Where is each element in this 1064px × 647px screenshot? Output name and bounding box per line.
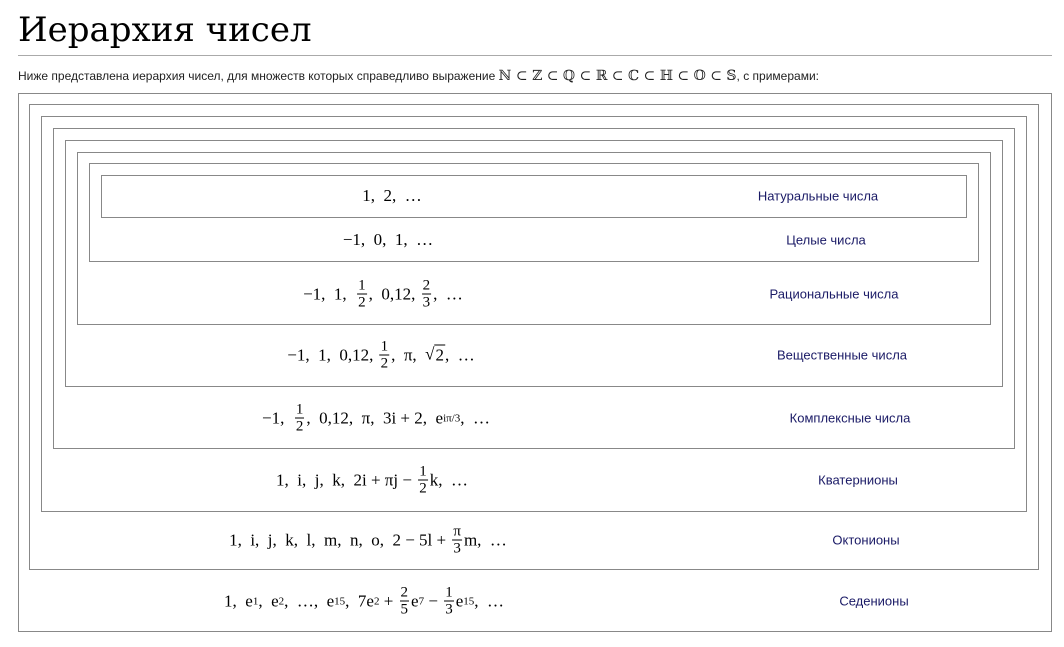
- set-label: Кватернионы: [818, 472, 898, 488]
- set-label: Вещественные числа: [776, 347, 908, 363]
- math-token: −1, 0, 1, …: [342, 230, 434, 249]
- fraction-denominator: 2: [380, 355, 389, 372]
- set-label: Натуральные числа: [757, 188, 879, 204]
- fraction-numerator: 1: [295, 401, 304, 418]
- subscript: 2: [278, 595, 285, 607]
- superscript: iπ/3: [443, 412, 461, 424]
- intro-text-before: Ниже представлена иерархия чисел, для множеств которых справедливо выражение: [18, 69, 499, 83]
- example-numbers: [362, 186, 422, 206]
- intro-text-after: , с примерами:: [736, 69, 819, 83]
- math-token: e: [455, 591, 464, 610]
- fraction: [444, 585, 454, 618]
- fraction-numerator: π: [453, 523, 461, 540]
- fraction-numerator: 2: [422, 277, 431, 294]
- set-label: Рациональные числа: [769, 286, 899, 302]
- title-divider: [18, 55, 1052, 56]
- set-label: Седенионы: [839, 593, 909, 609]
- math-token: −: [424, 591, 443, 610]
- set-label: Комплексные числа: [789, 410, 911, 426]
- radical-sign-icon: √: [425, 344, 435, 364]
- fraction: [422, 278, 432, 311]
- math-token: , 0,12, π, 3i + 2, e: [306, 408, 444, 427]
- subscript: 7: [418, 595, 425, 607]
- fraction: [380, 339, 390, 372]
- fraction-numerator: 1: [380, 338, 389, 355]
- example-numbers: [229, 524, 507, 557]
- math-token: m, …: [463, 530, 507, 549]
- fraction-numerator: 1: [419, 463, 427, 480]
- example-numbers: [224, 585, 504, 618]
- fraction: [418, 464, 428, 497]
- radicand: 2: [435, 345, 445, 365]
- math-token: 1, i, j, k, 2i + πj −: [276, 470, 417, 489]
- math-token: 1, 2, …: [362, 186, 422, 205]
- fraction-numerator: 2: [400, 584, 409, 601]
- math-token: , …, e: [284, 591, 335, 610]
- fraction-denominator: 3: [453, 540, 461, 557]
- fraction-denominator: 3: [445, 601, 453, 618]
- fraction-numerator: 1: [445, 584, 453, 601]
- math-token: , …: [460, 408, 490, 427]
- set-label: Октонионы: [832, 532, 900, 548]
- fraction-denominator: 2: [419, 480, 427, 497]
- set-label: Целые числа: [786, 232, 866, 248]
- example-numbers: [287, 339, 475, 372]
- math-token: +: [379, 591, 398, 610]
- math-token: , …: [474, 591, 504, 610]
- math-token: , e: [258, 591, 279, 610]
- fraction: [357, 278, 367, 311]
- subscript: 15: [463, 595, 475, 607]
- intro-formula: ℕ ⊂ ℤ ⊂ ℚ ⊂ ℝ ⊂ ℂ ⊂ ℍ ⊂ 𝕆 ⊂ 𝕊: [498, 68, 737, 84]
- math-token: −1,: [262, 408, 293, 427]
- math-token: −1, 1, 0,12,: [287, 345, 378, 364]
- subscript: 2: [373, 595, 380, 607]
- math-token: 1, i, j, k, l, m, n, o, 2 − 5l +: [229, 530, 451, 549]
- fraction-denominator: 2: [358, 294, 366, 311]
- example-numbers: [276, 464, 468, 497]
- math-token: 1, e: [224, 591, 253, 610]
- fraction-denominator: 5: [400, 601, 409, 618]
- math-token: , π,: [391, 345, 426, 364]
- math-token: e: [411, 591, 419, 610]
- intro-paragraph: [18, 68, 819, 84]
- example-numbers: [343, 230, 433, 250]
- subscript: 1: [252, 595, 259, 607]
- fraction: [295, 402, 305, 435]
- math-token: , 7e: [345, 591, 374, 610]
- math-token: k, …: [429, 470, 468, 489]
- example-numbers: [262, 402, 490, 435]
- square-root: [425, 345, 445, 366]
- subscript: 15: [334, 595, 346, 607]
- fraction-denominator: 2: [295, 418, 304, 435]
- example-numbers: [303, 278, 463, 311]
- math-token: , 0,12,: [368, 284, 420, 303]
- fraction-numerator: 1: [358, 277, 366, 294]
- math-token: −1, 1,: [303, 284, 356, 303]
- math-token: , …: [433, 284, 463, 303]
- fraction-denominator: 3: [422, 294, 431, 311]
- fraction: [400, 585, 410, 618]
- fraction: [452, 524, 462, 557]
- math-token: , …: [445, 345, 475, 364]
- page-title: Иерархия чисел: [18, 10, 312, 50]
